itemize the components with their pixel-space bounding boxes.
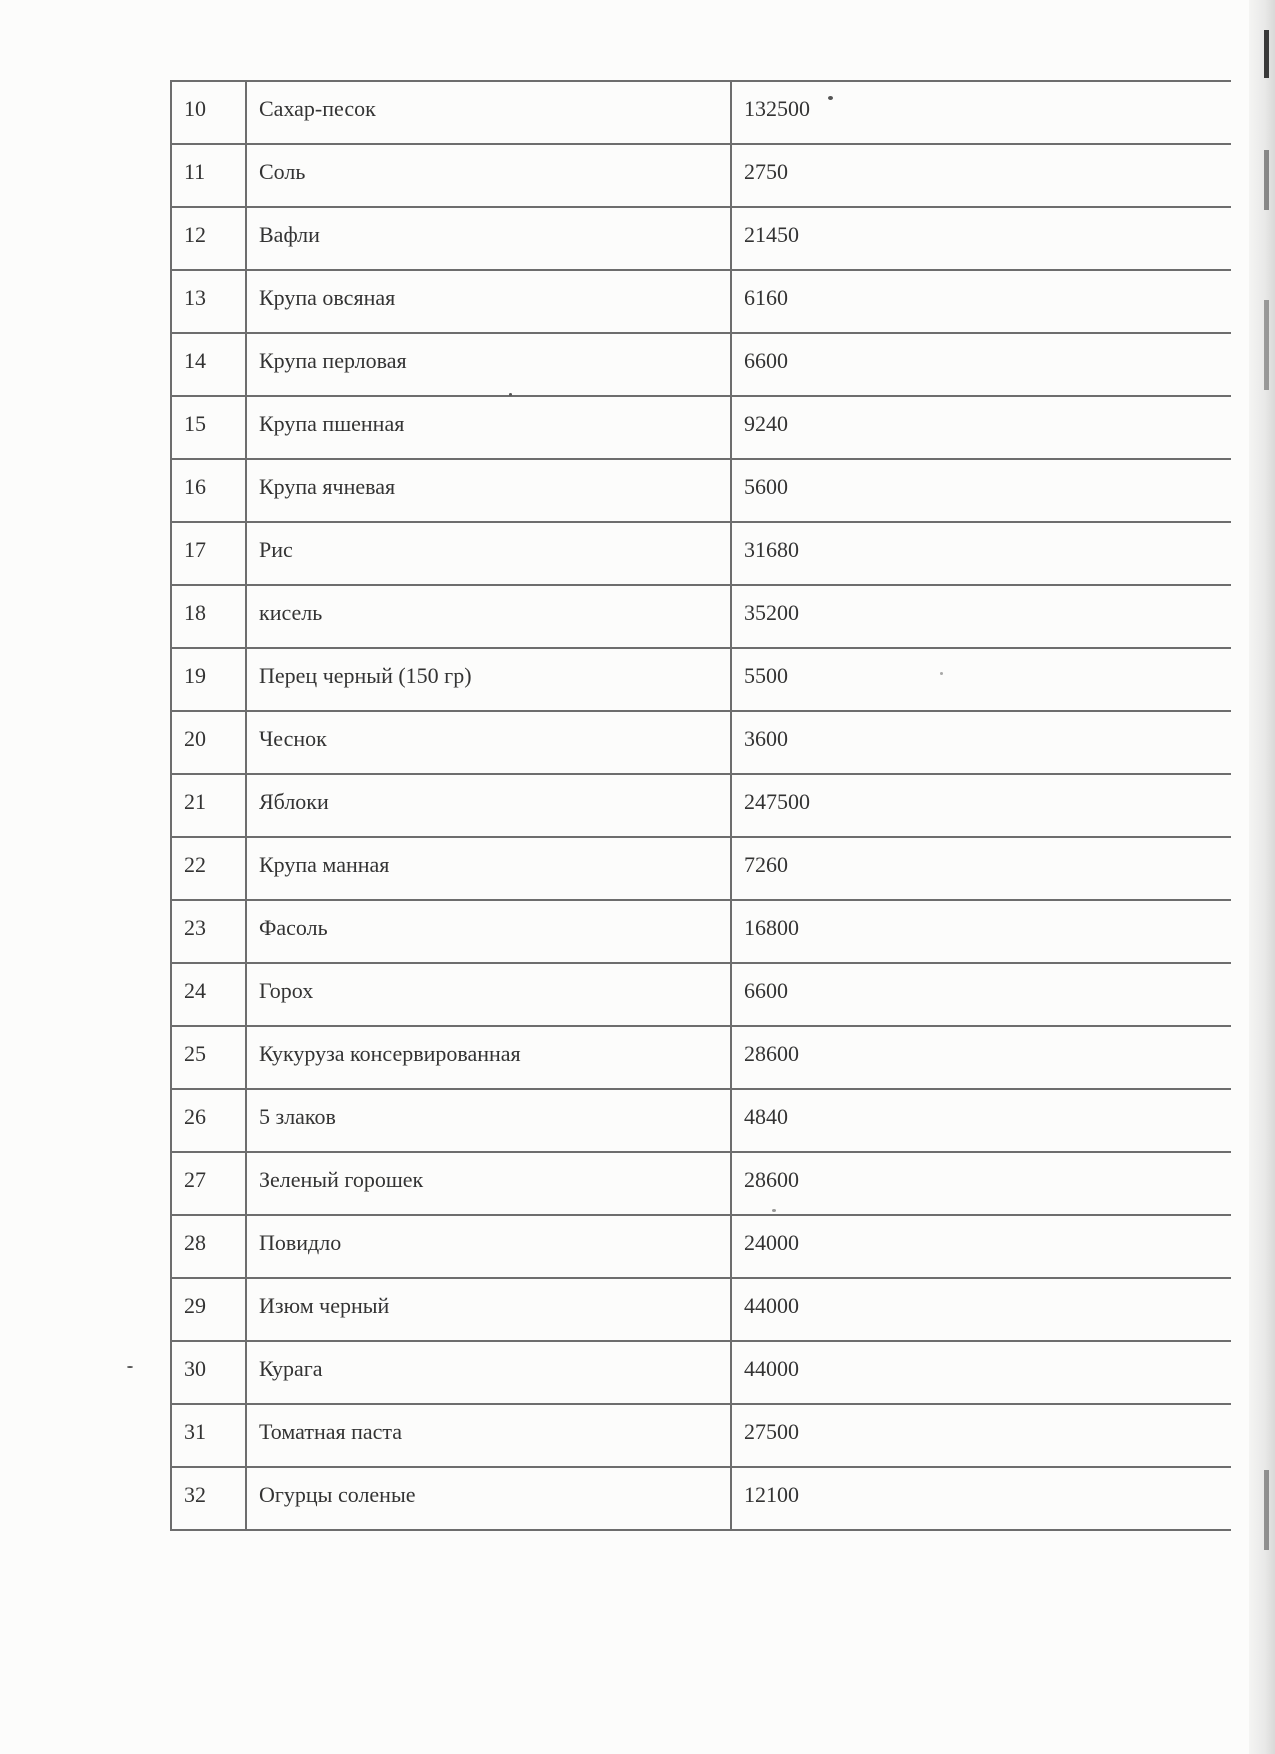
row-number: 18 <box>171 585 246 648</box>
product-name: Перец черный (150 гр) <box>246 648 731 711</box>
row-number: 19 <box>171 648 246 711</box>
table-row <box>171 585 1231 648</box>
scan-speck <box>940 672 943 675</box>
table-row <box>171 711 1231 774</box>
table-row <box>171 963 1231 1026</box>
row-number: 28 <box>171 1215 246 1278</box>
product-name: Рис <box>246 522 731 585</box>
scan-edge-shadow <box>1249 0 1275 1754</box>
product-name: Соль <box>246 144 731 207</box>
product-quantity: 4840 <box>731 1089 1231 1152</box>
product-quantity: 5500 <box>731 648 1231 711</box>
product-name: Крупа перловая <box>246 333 731 396</box>
table-row <box>171 396 1231 459</box>
table-row <box>171 900 1231 963</box>
product-quantity: 21450 <box>731 207 1231 270</box>
product-name: Крупа овсяная <box>246 270 731 333</box>
product-name: Крупа ячневая <box>246 459 731 522</box>
table-row <box>171 459 1231 522</box>
scan-edge-mark <box>1264 300 1269 390</box>
table-row <box>171 522 1231 585</box>
table-row <box>171 1404 1231 1467</box>
product-name: Горох <box>246 963 731 1026</box>
product-quantity: 35200 <box>731 585 1231 648</box>
product-quantity: 6600 <box>731 963 1231 1026</box>
row-number: 29 <box>171 1278 246 1341</box>
product-quantity: 28600 <box>731 1026 1231 1089</box>
product-name: Повидло <box>246 1215 731 1278</box>
product-name: Вафли <box>246 207 731 270</box>
row-number: 10 <box>171 81 246 144</box>
product-name: Сахар-песок <box>246 81 731 144</box>
table-row <box>171 1278 1231 1341</box>
product-quantity: 3600 <box>731 711 1231 774</box>
product-name: Чеснок <box>246 711 731 774</box>
row-number: 12 <box>171 207 246 270</box>
product-name: Яблоки <box>246 774 731 837</box>
table-row <box>171 207 1231 270</box>
row-number: 22 <box>171 837 246 900</box>
table-row <box>171 144 1231 207</box>
products-table-body <box>171 81 1231 1530</box>
table-row <box>171 1152 1231 1215</box>
scan-edge-mark <box>1264 30 1269 78</box>
row-number: 11 <box>171 144 246 207</box>
row-number: 24 <box>171 963 246 1026</box>
product-name: Крупа пшенная <box>246 396 731 459</box>
table-row <box>171 1215 1231 1278</box>
row-number: 13 <box>171 270 246 333</box>
product-quantity: 9240 <box>731 396 1231 459</box>
product-quantity: 132500 <box>731 81 1231 144</box>
row-number: 27 <box>171 1152 246 1215</box>
product-quantity: 7260 <box>731 837 1231 900</box>
product-quantity: 28600 <box>731 1152 1231 1215</box>
products-table <box>170 80 1231 1531</box>
product-name: кисель <box>246 585 731 648</box>
product-name: Фасоль <box>246 900 731 963</box>
row-number: 17 <box>171 522 246 585</box>
table-row <box>171 1089 1231 1152</box>
row-number: 32 <box>171 1467 246 1530</box>
product-name: Томатная паста <box>246 1404 731 1467</box>
product-name: Зеленый горошек <box>246 1152 731 1215</box>
scan-speck <box>828 96 833 100</box>
table-row <box>171 1341 1231 1404</box>
product-name: Курага <box>246 1341 731 1404</box>
table-row <box>171 333 1231 396</box>
product-quantity: 5600 <box>731 459 1231 522</box>
product-quantity: 2750 <box>731 144 1231 207</box>
product-quantity: 31680 <box>731 522 1231 585</box>
table-row <box>171 837 1231 900</box>
table-row <box>171 774 1231 837</box>
table-row <box>171 270 1231 333</box>
product-quantity: 247500 <box>731 774 1231 837</box>
product-name: Крупа манная <box>246 837 731 900</box>
row-number: 14 <box>171 333 246 396</box>
product-quantity: 16800 <box>731 900 1231 963</box>
row-number: 26 <box>171 1089 246 1152</box>
row-number: 30 <box>171 1341 246 1404</box>
row-number: 20 <box>171 711 246 774</box>
row-number: 31 <box>171 1404 246 1467</box>
scan-speck <box>127 1366 133 1368</box>
table-row <box>171 648 1231 711</box>
products-table-container <box>170 80 1230 1531</box>
scan-speck <box>509 393 512 396</box>
product-quantity: 6600 <box>731 333 1231 396</box>
product-quantity: 24000 <box>731 1215 1231 1278</box>
scan-speck <box>772 1209 776 1212</box>
table-row <box>171 1026 1231 1089</box>
row-number: 16 <box>171 459 246 522</box>
product-name: Кукуруза консервированная <box>246 1026 731 1089</box>
table-row <box>171 81 1231 144</box>
product-quantity: 27500 <box>731 1404 1231 1467</box>
row-number: 21 <box>171 774 246 837</box>
product-name: Огурцы соленые <box>246 1467 731 1530</box>
row-number: 15 <box>171 396 246 459</box>
product-quantity: 6160 <box>731 270 1231 333</box>
product-name: 5 злаков <box>246 1089 731 1152</box>
table-row <box>171 1467 1231 1530</box>
product-quantity: 44000 <box>731 1278 1231 1341</box>
scan-edge-mark <box>1264 1470 1269 1550</box>
product-quantity: 44000 <box>731 1341 1231 1404</box>
row-number: 23 <box>171 900 246 963</box>
product-name: Изюм черный <box>246 1278 731 1341</box>
product-quantity: 12100 <box>731 1467 1231 1530</box>
row-number: 25 <box>171 1026 246 1089</box>
scan-edge-mark <box>1264 150 1269 210</box>
